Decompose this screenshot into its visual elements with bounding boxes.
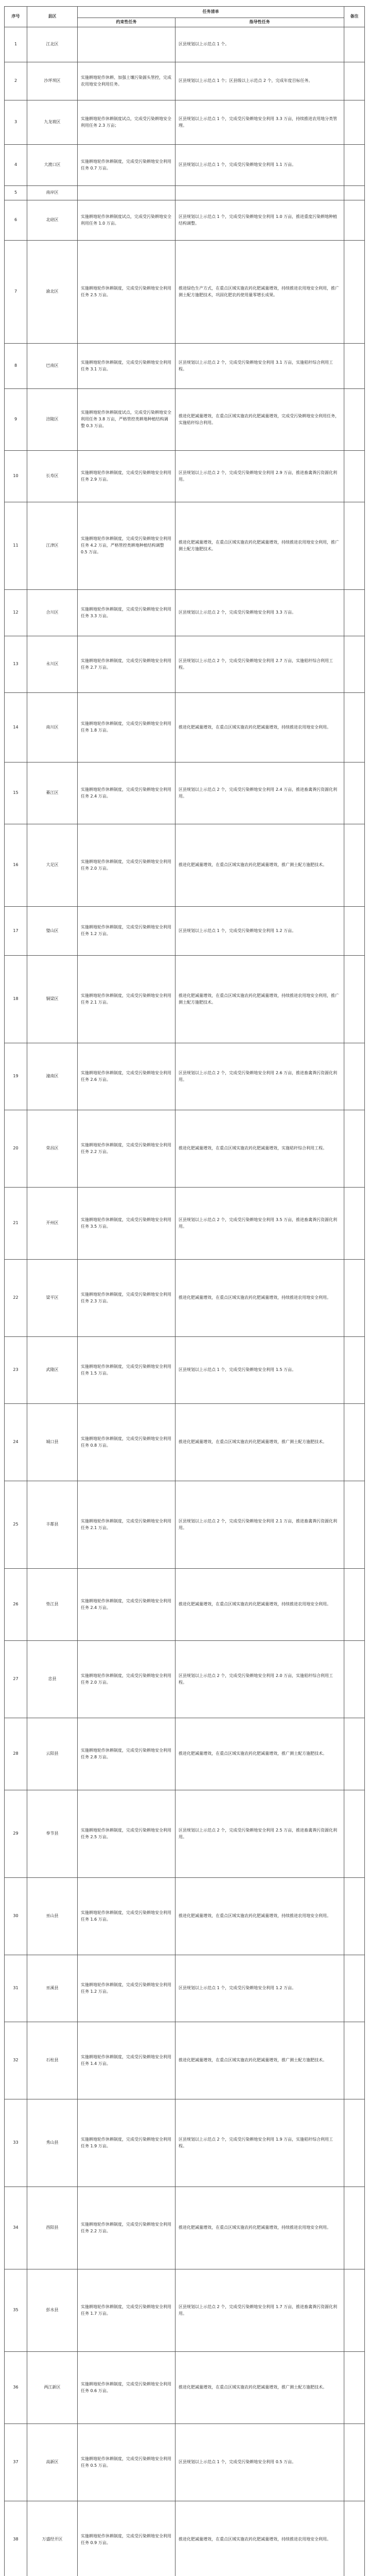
row-county: 南川区 xyxy=(27,693,78,762)
header-tasks: 任务清单 xyxy=(78,7,344,18)
row-quant-task: 实施耕地轮作休耕制度试点，完成受污染耕地安全利用任务 1.0 万亩。 xyxy=(78,200,175,241)
row-quant-task: 实施耕地轮作休耕制度试点，完成受污染耕地安全利用任务 2.3 万亩； xyxy=(78,100,175,145)
row-target-task xyxy=(175,186,344,200)
row-quant-task: 实施耕地轮作休耕制度，完成受污染耕地安全利用任务 0.5 万亩。 xyxy=(78,2424,175,2501)
row-county: 万盛经开区 xyxy=(27,2501,78,2576)
row-quant-task: 实施耕地轮作休耕制度，完成受污染耕地安全利用任务 3.3 万亩。 xyxy=(78,590,175,636)
row-seq: 37 xyxy=(5,2424,27,2501)
table-row xyxy=(5,1481,365,1569)
table-row xyxy=(5,2424,365,2501)
header-note: 备注 xyxy=(344,7,365,27)
row-seq: 27 xyxy=(5,1641,27,1718)
row-quant-task: 实施耕地轮作休耕制度，完成受污染耕地安全利用任务 1.2 万亩。 xyxy=(78,907,175,956)
row-target-task: 推进化肥减量增效，在重点区域实施农药化肥减量增效，推广测土配方施肥技术。 xyxy=(175,1718,344,1790)
table-row xyxy=(5,2187,365,2269)
row-quant-task: 实施耕地轮作休耕制度，完成受污染耕地安全利用任务 2.0 万亩。 xyxy=(78,1641,175,1718)
row-target-task: 区县规划以上示范点 2 个，完成受污染耕地安全利用 2.1 万亩，推进畜禽粪污资源化利用。 xyxy=(175,1481,344,1569)
row-county: 綦江区 xyxy=(27,762,78,824)
table-row xyxy=(5,62,365,100)
row-county: 梁平区 xyxy=(27,1260,78,1337)
table-row xyxy=(5,502,365,590)
row-county: 忠县 xyxy=(27,1641,78,1718)
row-target-task: 区县规划以上示范点 2 个，完成受污染耕地安全利用 2.5 万亩，推进畜禽粪污资源化利用。 xyxy=(175,1790,344,1878)
row-target-task: 区县规划以上示范点 1 个，完成受污染耕地安全利用 1.5 万亩。 xyxy=(175,1337,344,1404)
row-note xyxy=(344,1481,365,1569)
row-note xyxy=(344,344,365,389)
row-seq: 15 xyxy=(5,762,27,824)
row-note xyxy=(344,2099,365,2187)
row-quant-task: 实施耕地轮作休耕制度，完成受污染耕地安全利用任务 1.8 万亩。 xyxy=(78,693,175,762)
table-row xyxy=(5,1188,365,1260)
table-row xyxy=(5,693,365,762)
row-target-task: 区县规划以上示范点 1 个，完成受污染耕地安全利用 1.1 万亩。 xyxy=(175,145,344,186)
table-row xyxy=(5,186,365,200)
row-county: 石柱县 xyxy=(27,2022,78,2099)
row-quant-task: 实施耕地轮作休耕制度，完成受污染耕地安全利用任务 2.3 万亩。 xyxy=(78,1260,175,1337)
row-county: 酉阳县 xyxy=(27,2187,78,2269)
row-target-task: 推进化肥减量增效，在重点区域实施农药化肥减量增效，持续推进农用地安全利用。 xyxy=(175,2501,344,2576)
row-seq: 13 xyxy=(5,636,27,693)
row-target-task: 推进化肥减量增效，在重点区域实施农药化肥减量增效，持续推进农用地安全利用。 xyxy=(175,1569,344,1641)
row-county: 九龙坡区 xyxy=(27,100,78,145)
row-seq: 18 xyxy=(5,956,27,1043)
row-note xyxy=(344,389,365,451)
header-quant: 约束性任务 xyxy=(78,18,175,27)
row-quant-task: 实施耕地轮作休耕制度试点，完成受污染耕地安全利用任务 3.8 万亩，严格管控类耕地种植结构调整 0.3 万亩。 xyxy=(78,389,175,451)
row-target-task: 推进化肥减量增效，在重点区域实施农药化肥减量增效，推广测土配方施肥技术。 xyxy=(175,824,344,907)
table-row xyxy=(5,389,365,451)
row-seq: 21 xyxy=(5,1188,27,1260)
table-row xyxy=(5,2022,365,2099)
table-row xyxy=(5,762,365,824)
row-seq: 3 xyxy=(5,100,27,145)
table-row xyxy=(5,1569,365,1641)
row-seq: 23 xyxy=(5,1337,27,1404)
row-target-task: 区县规划以上示范点 1 个，完成受污染耕地安全利用 3.3 万亩，持续推进农用地分类管理。 xyxy=(175,100,344,145)
row-note xyxy=(344,1878,365,1955)
row-county: 江北区 xyxy=(27,27,78,62)
row-target-task: 区县规划以上示范点 1 个，完成受污染耕地安全利用 0.5 万亩。 xyxy=(175,2424,344,2501)
row-county: 永川区 xyxy=(27,636,78,693)
row-quant-task: 实施耕地轮作休耕制度，完成受污染耕地安全利用任务 2.1 万亩。 xyxy=(78,956,175,1043)
table-row xyxy=(5,2269,365,2352)
row-quant-task: 实施耕地轮作休耕制度，完成受污染耕地安全利用任务 1.6 万亩。 xyxy=(78,1878,175,1955)
row-note xyxy=(344,145,365,186)
row-target-task: 推进化肥减量增效，在重点区域实施农药化肥减量增效，推广测土配方施肥技术。 xyxy=(175,1404,344,1481)
row-target-task: 区县规划以上示范点 2 个，完成受污染耕地安全利用 3.5 万亩，推进畜禽粪污资源化利用。 xyxy=(175,1188,344,1260)
row-note xyxy=(344,200,365,241)
task-table xyxy=(4,6,365,2576)
row-note xyxy=(344,2501,365,2576)
row-target-task: 推进化肥减量增效，在重点区域实施农药化肥减量增效，推广测土配方施肥技术。 xyxy=(175,2352,344,2424)
row-quant-task: 实施耕地轮作休耕制度，完成受污染耕地安全利用任务 2.6 万亩。 xyxy=(78,1043,175,1110)
row-seq: 11 xyxy=(5,502,27,590)
row-county: 璧山区 xyxy=(27,907,78,956)
table-row xyxy=(5,145,365,186)
table-row xyxy=(5,824,365,907)
row-note xyxy=(344,100,365,145)
table-row xyxy=(5,100,365,145)
row-quant-task: 实施耕地轮作休耕制度，完成受污染耕地安全利用任务 0.9 万亩。 xyxy=(78,2501,175,2576)
row-county: 涪陵区 xyxy=(27,389,78,451)
row-target-task: 推进化肥减量增效，在重点区域实施农药化肥减量增效，持续推进农用地安全利用。 xyxy=(175,1878,344,1955)
row-target-task: 推进化肥减量增效，在重点区域实施农药化肥减量增效，持续推进农用地安全利用，推广测土配方施肥技术。 xyxy=(175,956,344,1043)
row-county: 沙坪坝区 xyxy=(27,62,78,100)
row-quant-task: 实施耕地轮作休耕制度，完成受污染耕地安全利用任务 1.9 万亩。 xyxy=(78,2099,175,2187)
row-note xyxy=(344,2352,365,2424)
row-seq: 33 xyxy=(5,2099,27,2187)
table-row xyxy=(5,1878,365,1955)
row-quant-task: 实施耕地轮作休耕制度，完成受污染耕地安全利用任务 0.7 万亩。 xyxy=(78,145,175,186)
row-target-task: 区县规划以上示范点 2 个，完成受污染耕地安全利用 2.9 万亩，推进畜禽粪污资源化利用。 xyxy=(175,451,344,502)
row-note xyxy=(344,62,365,100)
table-row xyxy=(5,344,365,389)
row-county: 彭水县 xyxy=(27,2269,78,2352)
row-county: 北碚区 xyxy=(27,200,78,241)
row-target-task: 推进化肥减量增效，在重点区域实施农药化肥减量增效，持续推进农用地安全利用。 xyxy=(175,1260,344,1337)
header-row-top xyxy=(5,7,365,18)
row-county: 秀山县 xyxy=(27,2099,78,2187)
table-row xyxy=(5,451,365,502)
row-target-task: 区县规划以上示范点 2 个，完成受污染耕地安全利用 2.4 万亩，推进畜禽粪污资源化利用。 xyxy=(175,762,344,824)
row-county: 武隆区 xyxy=(27,1337,78,1404)
row-target-task: 区县规划以上示范点 1 个，完成受污染耕地安全利用 1.2 万亩。 xyxy=(175,1955,344,2022)
table-row xyxy=(5,1337,365,1404)
row-seq: 1 xyxy=(5,27,27,62)
row-county: 合川区 xyxy=(27,590,78,636)
row-seq: 28 xyxy=(5,1718,27,1790)
row-quant-task: 实施耕地轮作休耕制度，完成受污染耕地安全利用任务 1.2 万亩。 xyxy=(78,1955,175,2022)
row-county: 大足区 xyxy=(27,824,78,907)
row-seq: 32 xyxy=(5,2022,27,2099)
row-seq: 20 xyxy=(5,1110,27,1188)
row-note xyxy=(344,1260,365,1337)
table-row xyxy=(5,1110,365,1188)
row-county: 长寿区 xyxy=(27,451,78,502)
row-note xyxy=(344,956,365,1043)
row-quant-task: 实施耕地轮作休耕、加强土壤污染源头管控，完成农用地安全利用任务。 xyxy=(78,62,175,100)
row-note xyxy=(344,1569,365,1641)
row-seq: 10 xyxy=(5,451,27,502)
row-target-task: 区县规划以上示范点 1 个，完成受污染耕地安全利用 1.2 万亩。 xyxy=(175,907,344,956)
row-note xyxy=(344,590,365,636)
table-row xyxy=(5,2501,365,2576)
table-row xyxy=(5,200,365,241)
row-seq: 26 xyxy=(5,1569,27,1641)
row-note xyxy=(344,2187,365,2269)
table-row xyxy=(5,1955,365,2022)
row-target-task: 区县规划以上示范点 1 个。 xyxy=(175,27,344,62)
row-target-task: 推进化肥减量增效，在重点区域实施农药化肥减量增效，持续推进农用地安全利用。 xyxy=(175,693,344,762)
table-row xyxy=(5,1260,365,1337)
table-row xyxy=(5,1718,365,1790)
row-seq: 34 xyxy=(5,2187,27,2269)
row-county: 垫江县 xyxy=(27,1569,78,1641)
table-row xyxy=(5,241,365,344)
row-seq: 8 xyxy=(5,344,27,389)
row-county: 南岸区 xyxy=(27,186,78,200)
row-note xyxy=(344,2022,365,2099)
row-quant-task: 实施耕地轮作休耕制度，完成受污染耕地安全利用任务 2.4 万亩。 xyxy=(78,1569,175,1641)
table-row xyxy=(5,590,365,636)
row-quant-task: 实施耕地轮作休耕制度，完成受污染耕地安全利用任务 1.5 万亩。 xyxy=(78,1337,175,1404)
row-county: 渝北区 xyxy=(27,241,78,344)
row-note xyxy=(344,451,365,502)
row-seq: 2 xyxy=(5,62,27,100)
row-target-task: 区县规划以上示范点 1 个，完成受污染耕地安全利用 1.0 万亩，推进重度污染耕地种植结构调整。 xyxy=(175,200,344,241)
row-seq: 12 xyxy=(5,590,27,636)
table-row xyxy=(5,1404,365,1481)
row-county: 城口县 xyxy=(27,1404,78,1481)
row-county: 大渡口区 xyxy=(27,145,78,186)
row-target-task: 区县规划以上示范点 2 个，完成受污染耕地安全利用 3.3 万亩。 xyxy=(175,590,344,636)
row-county: 高新区 xyxy=(27,2424,78,2501)
row-quant-task: 实施耕地轮作休耕制度，完成受污染耕地安全利用任务 0.8 万亩。 xyxy=(78,1404,175,1481)
row-quant-task: 实施耕地轮作休耕制度，完成受污染耕地安全利用任务 1.7 万亩。 xyxy=(78,2269,175,2352)
row-county: 巫溪县 xyxy=(27,1955,78,2022)
row-note xyxy=(344,907,365,956)
row-quant-task: 实施耕地轮作休耕制度，完成受污染耕地安全利用任务 4.2 万亩，严格管控类耕地种植结构调整 0.5 万亩。 xyxy=(78,502,175,590)
row-target-task: 推进化肥减量增效，在重点区域实施农药化肥减量增效，完成受污染耕地安全利用任务，实施秸秆综合利用。 xyxy=(175,389,344,451)
row-note xyxy=(344,241,365,344)
row-quant-task: 实施耕地轮作休耕制度，完成受污染耕地安全利用任务 2.0 万亩。 xyxy=(78,824,175,907)
row-note xyxy=(344,1337,365,1404)
row-note xyxy=(344,636,365,693)
row-seq: 24 xyxy=(5,1404,27,1481)
row-county: 云阳县 xyxy=(27,1718,78,1790)
row-quant-task: 实施耕地轮作休耕制度，完成受污染耕地安全利用任务 2.8 万亩。 xyxy=(78,1718,175,1790)
row-seq: 6 xyxy=(5,200,27,241)
table-row xyxy=(5,1043,365,1110)
row-target-task: 区县规划以上示范点 1 个；区县级以上示范点 2 个，完成年度目标任务。 xyxy=(175,62,344,100)
row-quant-task: 实施耕地轮作休耕制度，完成受污染耕地安全利用任务 2.5 万亩。 xyxy=(78,241,175,344)
row-seq: 17 xyxy=(5,907,27,956)
row-target-task: 推进化肥减量增效，在重点区域实施农药化肥减量增效，持续推进农用地安全利用。 xyxy=(175,2187,344,2269)
row-county: 巫山县 xyxy=(27,1878,78,1955)
row-quant-task: 实施耕地轮作休耕制度，完成受污染耕地安全利用任务 2.1 万亩。 xyxy=(78,1481,175,1569)
table-row xyxy=(5,27,365,62)
row-target-task: 推进化肥减量增效，在重点区域实施农药化肥减量增效，推广测土配方施肥技术。 xyxy=(175,2022,344,2099)
header-county: 县区 xyxy=(27,7,78,27)
row-quant-task: 实施耕地轮作休耕制度，完成受污染耕地安全利用任务 3.1 万亩。 xyxy=(78,344,175,389)
row-county: 潼南区 xyxy=(27,1043,78,1110)
row-seq: 38 xyxy=(5,2501,27,2576)
row-seq: 35 xyxy=(5,2269,27,2352)
table-body xyxy=(5,27,365,2576)
row-county: 江津区 xyxy=(27,502,78,590)
row-note xyxy=(344,1955,365,2022)
task-document xyxy=(4,6,364,2576)
row-seq: 25 xyxy=(5,1481,27,1569)
row-note xyxy=(344,27,365,62)
row-seq: 30 xyxy=(5,1878,27,1955)
row-quant-task: 实施耕地轮作休耕制度，完成受污染耕地安全利用任务 1.4 万亩。 xyxy=(78,2022,175,2099)
row-seq: 16 xyxy=(5,824,27,907)
row-seq: 19 xyxy=(5,1043,27,1110)
row-quant-task: 实施耕地轮作休耕制度，完成受污染耕地安全利用任务 0.6 万亩。 xyxy=(78,2352,175,2424)
row-seq: 31 xyxy=(5,1955,27,2022)
row-quant-task: 实施耕地轮作休耕制度，完成受污染耕地安全利用任务 2.4 万亩。 xyxy=(78,762,175,824)
row-quant-task xyxy=(78,186,175,200)
table-row xyxy=(5,2099,365,2187)
row-seq: 14 xyxy=(5,693,27,762)
row-county: 两江新区 xyxy=(27,2352,78,2424)
row-seq: 5 xyxy=(5,186,27,200)
row-note xyxy=(344,1110,365,1188)
row-target-task: 推进化肥减量增效，在重点区域实施农药化肥减量增效，实施秸秆综合利用工程。 xyxy=(175,1110,344,1188)
row-target-task: 区县规划以上示范点 2 个，完成受污染耕地安全利用 3.1 万亩，实施秸秆综合利用工程。 xyxy=(175,344,344,389)
row-note xyxy=(344,693,365,762)
row-note xyxy=(344,1043,365,1110)
row-quant-task: 实施耕地轮作休耕制度，完成受污染耕地安全利用任务 2.5 万亩。 xyxy=(78,1790,175,1878)
row-quant-task xyxy=(78,27,175,62)
row-note xyxy=(344,502,365,590)
row-county: 奉节县 xyxy=(27,1790,78,1878)
row-seq: 9 xyxy=(5,389,27,451)
row-note xyxy=(344,2269,365,2352)
table-row xyxy=(5,636,365,693)
row-note xyxy=(344,1790,365,1878)
row-target-task: 推进绿色生产方式，在重点区域实施农药化肥减量增效，持续推进农用地安全利用，推广测土配方施肥技术，巩固化肥农药使用量零增长成果。 xyxy=(175,241,344,344)
row-note xyxy=(344,762,365,824)
row-note xyxy=(344,186,365,200)
row-target-task: 推进化肥减量增效，在重点区域实施农药化肥减量增效，持续推进农用地安全利用，推广测土配方施肥技术。 xyxy=(175,502,344,590)
row-seq: 22 xyxy=(5,1260,27,1337)
table-row xyxy=(5,1790,365,1878)
row-target-task: 区县规划以上示范点 2 个，完成受污染耕地安全利用 1.9 万亩，实施秸秆综合利用工程。 xyxy=(175,2099,344,2187)
row-county: 丰都县 xyxy=(27,1481,78,1569)
row-county: 铜梁区 xyxy=(27,956,78,1043)
table-row xyxy=(5,2352,365,2424)
table-row xyxy=(5,956,365,1043)
row-quant-task: 实施耕地轮作休耕制度，完成受污染耕地安全利用任务 2.2 万亩。 xyxy=(78,2187,175,2269)
row-seq: 29 xyxy=(5,1790,27,1878)
header-target: 指导性任务 xyxy=(175,18,344,27)
table-row xyxy=(5,1641,365,1718)
row-target-task: 区县规划以上示范点 2 个，完成受污染耕地安全利用 2.7 万亩，实施秸秆综合利用工程。 xyxy=(175,636,344,693)
row-seq: 4 xyxy=(5,145,27,186)
row-note xyxy=(344,1188,365,1260)
row-quant-task: 实施耕地轮作休耕制度，完成受污染耕地安全利用任务 2.7 万亩。 xyxy=(78,636,175,693)
row-note xyxy=(344,1641,365,1718)
row-quant-task: 实施耕地轮作休耕制度，完成受污染耕地安全利用任务 2.9 万亩。 xyxy=(78,451,175,502)
row-target-task: 区县规划以上示范点 2 个，完成受污染耕地安全利用 1.7 万亩，推进畜禽粪污资源化利用。 xyxy=(175,2269,344,2352)
row-target-task: 区县规划以上示范点 2 个，完成受污染耕地安全利用 2.0 万亩，实施秸秆综合利用工程。 xyxy=(175,1641,344,1718)
row-seq: 7 xyxy=(5,241,27,344)
header-seq: 序号 xyxy=(5,7,27,27)
table-row xyxy=(5,907,365,956)
row-quant-task: 实施耕地轮作休耕制度，完成受污染耕地安全利用任务 3.5 万亩。 xyxy=(78,1188,175,1260)
row-target-task: 区县规划以上示范点 2 个，完成受污染耕地安全利用 2.6 万亩，推进畜禽粪污资源化利用。 xyxy=(175,1043,344,1110)
row-note xyxy=(344,2424,365,2501)
row-note xyxy=(344,1404,365,1481)
row-note xyxy=(344,1718,365,1790)
row-quant-task: 实施耕地轮作休耕制度，完成受污染耕地安全利用任务 2.2 万亩。 xyxy=(78,1110,175,1188)
row-county: 巴南区 xyxy=(27,344,78,389)
row-county: 荣昌区 xyxy=(27,1110,78,1188)
row-county: 开州区 xyxy=(27,1188,78,1260)
row-note xyxy=(344,824,365,907)
row-seq: 36 xyxy=(5,2352,27,2424)
